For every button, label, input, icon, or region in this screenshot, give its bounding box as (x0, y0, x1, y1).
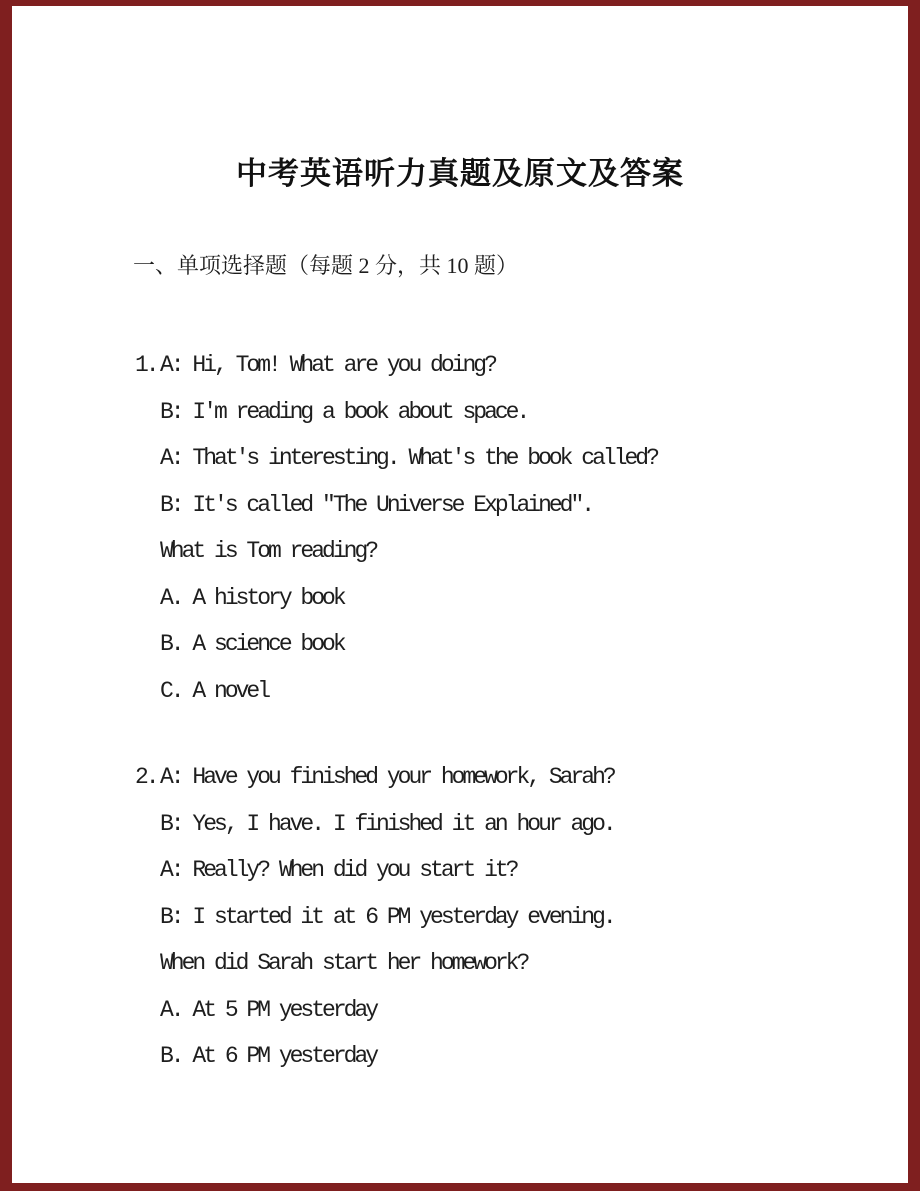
question-line: B: I'm reading a book about space. (160, 398, 528, 425)
question-line: When did Sarah start her homework? (160, 950, 528, 976)
question-number: 2. (135, 764, 157, 790)
question-number: 1. (135, 352, 157, 378)
question-line: B. A science book (160, 631, 344, 657)
question-line: A. At 5 PM yesterday (160, 996, 377, 1023)
question-block (12, 342, 908, 714)
question-line: B: I started it at 6 PM yesterday evening. (160, 903, 614, 930)
question-line: A: Really? When did you start it? (160, 857, 517, 883)
question-line: A: Have you finished your homework, Sarah? (160, 764, 614, 790)
question-line: A: That's interesting. What's the book called? (160, 445, 657, 471)
question-line: B. At 6 PM yesterday (160, 1043, 377, 1069)
question-line: C. A novel (160, 677, 269, 704)
document-page (12, 6, 908, 1183)
section-heading: 一、单项选择题（每题 2 分，共 10 题） (133, 253, 519, 278)
question-line: A. A history book (160, 584, 344, 611)
page-title: 中考英语听力真题及原文及答案 (236, 156, 684, 191)
question-block (12, 754, 908, 1080)
question-line: A: Hi, Tom! What are you doing? (160, 352, 495, 378)
question-line: B: Yes, I have. I finished it an hour ago. (160, 810, 614, 837)
question-line: What is Tom reading? (160, 538, 377, 564)
question-line: B: It's called "The Universe Explained". (160, 491, 593, 518)
